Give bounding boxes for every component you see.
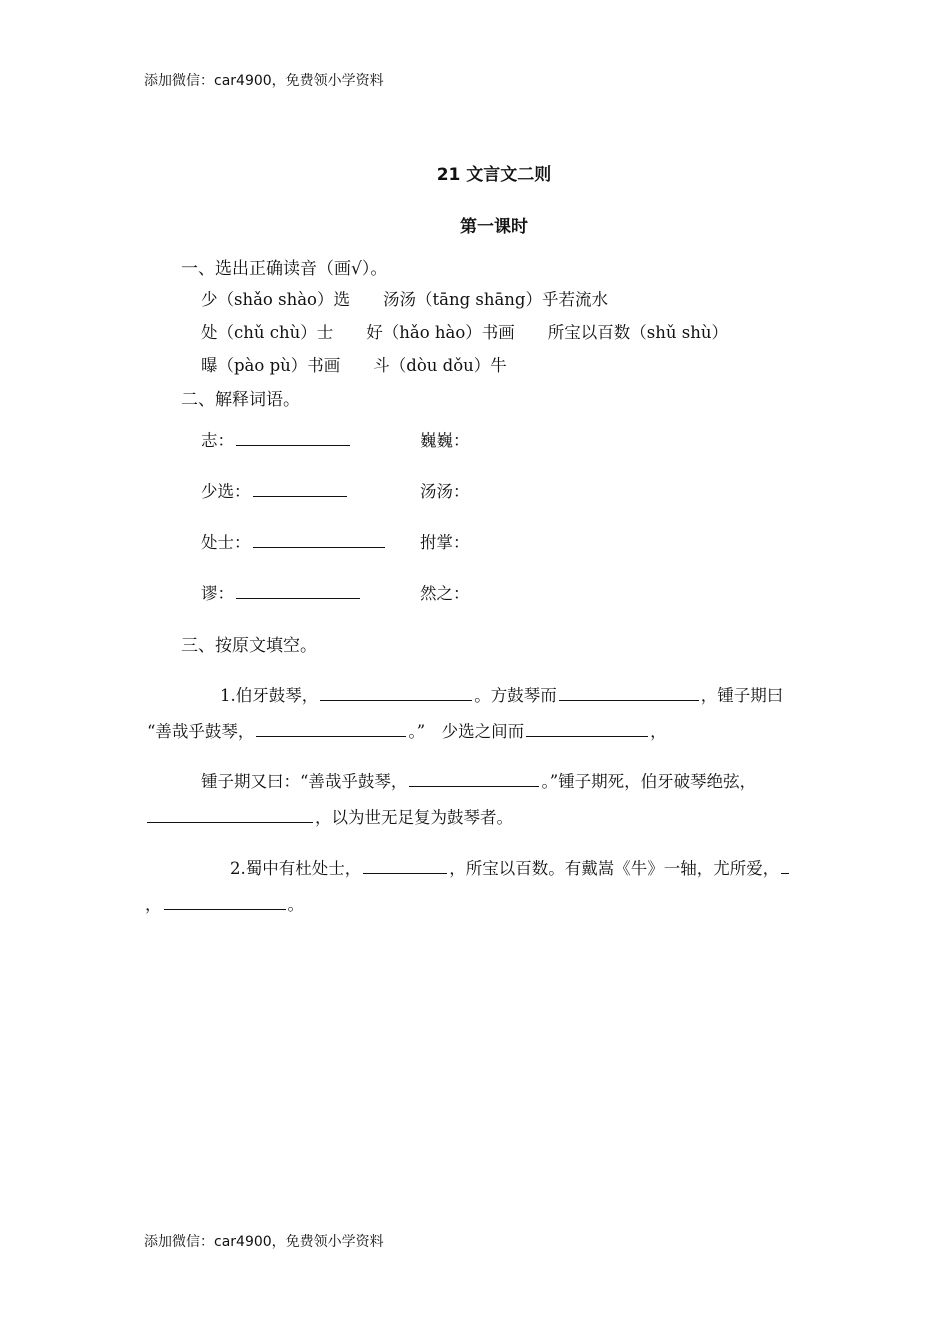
vocab-item-shaoxuan (201, 478, 349, 502)
header-note: 添加微信：car4900，免费领小学资料 (144, 73, 384, 89)
text-segment: 1.伯牙鼓琴， (220, 686, 319, 705)
section2-heading: 二、解释词语。 (181, 390, 300, 410)
section3-heading: 三、按原文填空。 (181, 636, 317, 656)
answer-blank[interactable] (236, 428, 350, 446)
text-segment: 。” 少选之间而 (408, 722, 525, 741)
text-segment: ，锺子期曰 (700, 686, 784, 705)
q1-line-1 (220, 682, 783, 706)
answer-blank[interactable] (256, 719, 406, 737)
q2-line-2 (145, 891, 304, 915)
vocab-item-ranzhi: 然之： (420, 584, 470, 603)
q1-line-3 (201, 768, 756, 792)
vocab-item-zhi (201, 427, 352, 451)
footer-note: 添加微信：car4900，免费领小学资料 (144, 1234, 384, 1250)
vocab-item-weiwei: 巍巍： (420, 431, 470, 450)
vocab-label: 少选： (201, 482, 251, 501)
answer-blank[interactable] (363, 856, 447, 874)
text-segment: 锺子期又曰：“善哉乎鼓琴， (201, 772, 408, 791)
text-segment: 。 (287, 895, 304, 914)
vocab-label: 处士： (201, 533, 251, 552)
section1-heading: 一、选出正确读音（画√）。 (181, 259, 388, 279)
vocab-item-shangshang: 汤汤： (420, 482, 470, 501)
pinyin-line-1: 少（shǎo shào）选 汤汤（tāng shāng）乎若流水 (201, 290, 608, 309)
vocab-label: 谬： (201, 584, 234, 603)
text-segment: “善哉乎鼓琴， (147, 722, 255, 741)
page-title: 21 文言文二则 (436, 165, 552, 185)
text-segment: ，所宝以百数。有戴嵩《牛》一轴，尤所爱， (449, 859, 780, 878)
answer-blank[interactable] (781, 856, 789, 874)
text-segment: 2.蜀中有杜处士， (230, 859, 362, 878)
text-segment: ， (650, 722, 667, 741)
vocab-item-chushi (201, 529, 387, 553)
answer-blank[interactable] (409, 769, 539, 787)
q1-line-4 (145, 804, 513, 828)
q2-line-1 (230, 855, 791, 879)
text-segment: 。”锺子期死，伯牙破琴绝弦， (541, 772, 757, 791)
text-segment: ， (145, 895, 162, 914)
text-segment: ，以为世无足复为鼓琴者。 (315, 808, 513, 827)
text-segment: 。方鼓琴而 (474, 686, 557, 705)
answer-blank[interactable] (559, 683, 699, 701)
answer-blank[interactable] (253, 479, 347, 497)
answer-blank[interactable] (526, 719, 648, 737)
vocab-item-miu (201, 580, 362, 604)
answer-blank[interactable] (253, 530, 385, 548)
vocab-label: 志： (201, 431, 234, 450)
pinyin-line-3: 曝（pào pù）书画 斗（dòu dǒu）牛 (201, 356, 507, 375)
answer-blank[interactable] (320, 683, 472, 701)
page-subtitle: 第一课时 (460, 217, 528, 237)
answer-blank[interactable] (164, 892, 286, 910)
answer-blank[interactable] (147, 805, 313, 823)
q1-line-2 (147, 718, 667, 742)
vocab-item-fuzhang: 拊掌： (420, 533, 470, 552)
answer-blank[interactable] (236, 581, 360, 599)
pinyin-line-2: 处（chǔ chù）士 好（hǎo hào）书画 所宝以百数（shǔ shù） (201, 323, 728, 342)
